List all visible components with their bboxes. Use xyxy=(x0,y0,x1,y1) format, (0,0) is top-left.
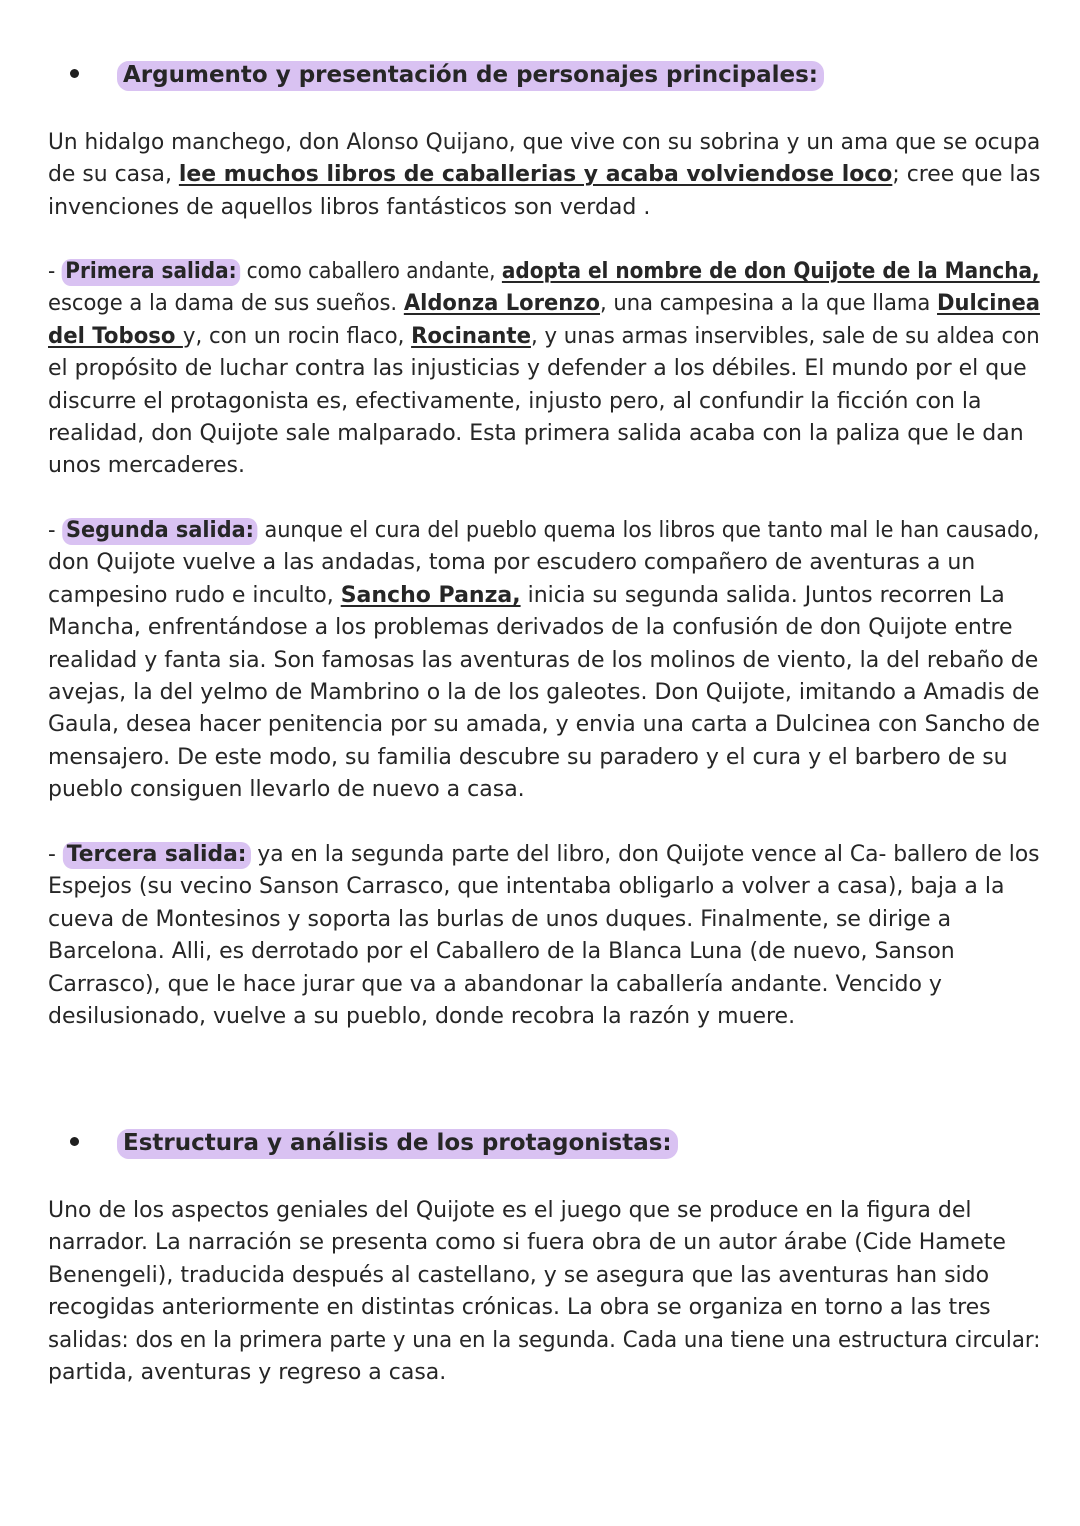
underlined-name: del Toboso xyxy=(48,323,183,349)
estructura-paragraph xyxy=(48,1195,1041,1389)
text-line: mensajero. De este modo, su familia descubre su paradero y el cura y el barbero de su xyxy=(48,744,1008,770)
underlined-name: Dulcinea xyxy=(937,291,1040,317)
intro-paragraph xyxy=(48,127,1041,224)
primera-salida-paragraph xyxy=(48,256,1038,483)
text-line: salidas: dos en la primera parte y una en la segunda. Cada una tiene una estructura circular: xyxy=(48,1327,1041,1353)
text-line: del Toboso y, con un rocin flaco, Rocinante, y unas armas inservibles, sale de su aldea con xyxy=(48,323,1040,349)
text-line: cueva de Montesinos y soporta las burlas de unos duques. Finalmente, se dirige a xyxy=(48,906,952,932)
text-line: Espejos (su vecino Sanson Carrasco, que intentaba obligarlo a volver a casa), baja a la xyxy=(48,874,1005,900)
text-line: desilusionado, vuelve a su pueblo, donde recobra la razón y muere. xyxy=(48,1004,796,1030)
segunda-salida-paragraph xyxy=(48,515,1038,807)
section-heading-argumento xyxy=(70,62,824,88)
section-heading-estructura xyxy=(70,1130,678,1156)
text-line: Gaula, desea hacer penitencia por su amada, y envia una carta a Dulcinea con Sancho de xyxy=(48,712,1040,738)
text-line: narrador. La narración se presenta como si fuera obra de un autor árabe (Cide Hamete xyxy=(48,1230,1006,1256)
underlined-name: Rocinante xyxy=(411,323,531,349)
bullet-icon xyxy=(70,69,79,78)
underlined-name: Aldonza Lorenzo xyxy=(403,291,601,317)
text-line: recogidas anteriormente en distintas crónicas. La obra se organiza en torno a las tres xyxy=(48,1295,991,1321)
segunda-salida-label: Segunda salida: xyxy=(62,518,258,545)
text-line: avejas, la del yelmo de Mambrino o la de los galeotes. Don Quijote, imitando a Amadis de xyxy=(48,680,1040,706)
text-line: - Primera salida: como caballero andante, adopta el nombre de don Quijote de la Mancha, xyxy=(48,259,1040,284)
text-line: discurre el protagonista es, efectivamente, injusto pero, al confundir la ficción con la xyxy=(48,388,982,414)
heading-text: Estructura y análisis de los protagonistas: xyxy=(117,1129,678,1159)
heading-text: Argumento y presentación de personajes principales: xyxy=(117,61,824,91)
text-line: realidad, don Quijote sale malparado. Esta primera salida acaba con la paliza que le dan xyxy=(48,421,1024,447)
text-line: unos mercaderes. xyxy=(48,453,245,479)
text-line: Barcelona. Alli, es derrotado por el Caballero de la Blanca Luna (de nuevo, Sanson xyxy=(48,939,955,965)
tercera-salida-label: Tercera salida: xyxy=(63,842,251,869)
text-line: Un hidalgo manchego, don Alonso Quijano, que vive con su sobrina y un ama que se ocupa xyxy=(48,130,1041,155)
tercera-salida-paragraph xyxy=(48,839,1038,1033)
text-line: invenciones de aquellos libros fantásticos son verdad . xyxy=(48,194,651,220)
text-line: don Quijote vuelve a las andadas, toma por escudero compañero de aventuras a un xyxy=(48,550,976,576)
text-line: pueblo consiguen llevarlo de nuevo a casa. xyxy=(48,777,525,803)
bullet-icon xyxy=(70,1137,79,1146)
underlined-phrase: adopta el nombre de don Quijote de la Mancha, xyxy=(501,259,1040,284)
primera-salida-label: Primera salida: xyxy=(62,259,241,286)
text-line: realidad y fanta sia. Son famosas las aventuras de los molinos de viento, la del rebaño de xyxy=(48,647,1039,673)
underlined-phrase: lee muchos libros de caballerias y acaba volviendose loco xyxy=(178,162,893,188)
text-line: Uno de los aspectos geniales del Quijote es el juego que se produce en la figura del xyxy=(48,1198,972,1223)
text-line: Carrasco), que le hace jurar que va a abandonar la caballería andante. Vencido y xyxy=(48,971,942,997)
text-line: - Tercera salida: ya en la segunda parte del libro, don Quijote vence al Ca- ballero de los xyxy=(48,842,1040,867)
text-line: escoge a la dama de sus sueños. Aldonza Lorenzo, una campesina a la que llama Dulcinea xyxy=(48,291,1040,317)
text-line: - Segunda salida: aunque el cura del pueblo quema los libros que tanto mal le han causado, xyxy=(48,518,1040,543)
text-line: Mancha, enfrentándose a los problemas derivados de la confusión de don Quijote entre xyxy=(48,615,1013,641)
underlined-name: Sancho Panza, xyxy=(340,582,521,608)
text-line: partida, aventuras y regreso a casa. xyxy=(48,1360,447,1386)
text-line: de su casa, lee muchos libros de caballerias y acaba volviendose loco; cree que las xyxy=(48,162,1041,188)
text-line: Benengeli), traducida después al castellano, y se asegura que las aventuras han sido xyxy=(48,1262,990,1288)
text-line: campesino rudo e inculto, Sancho Panza, inicia su segunda salida. Juntos recorren La xyxy=(48,582,1005,608)
text-line: el propósito de luchar contra las injusticias y defender a los débiles. El mundo por el que xyxy=(48,356,1027,382)
